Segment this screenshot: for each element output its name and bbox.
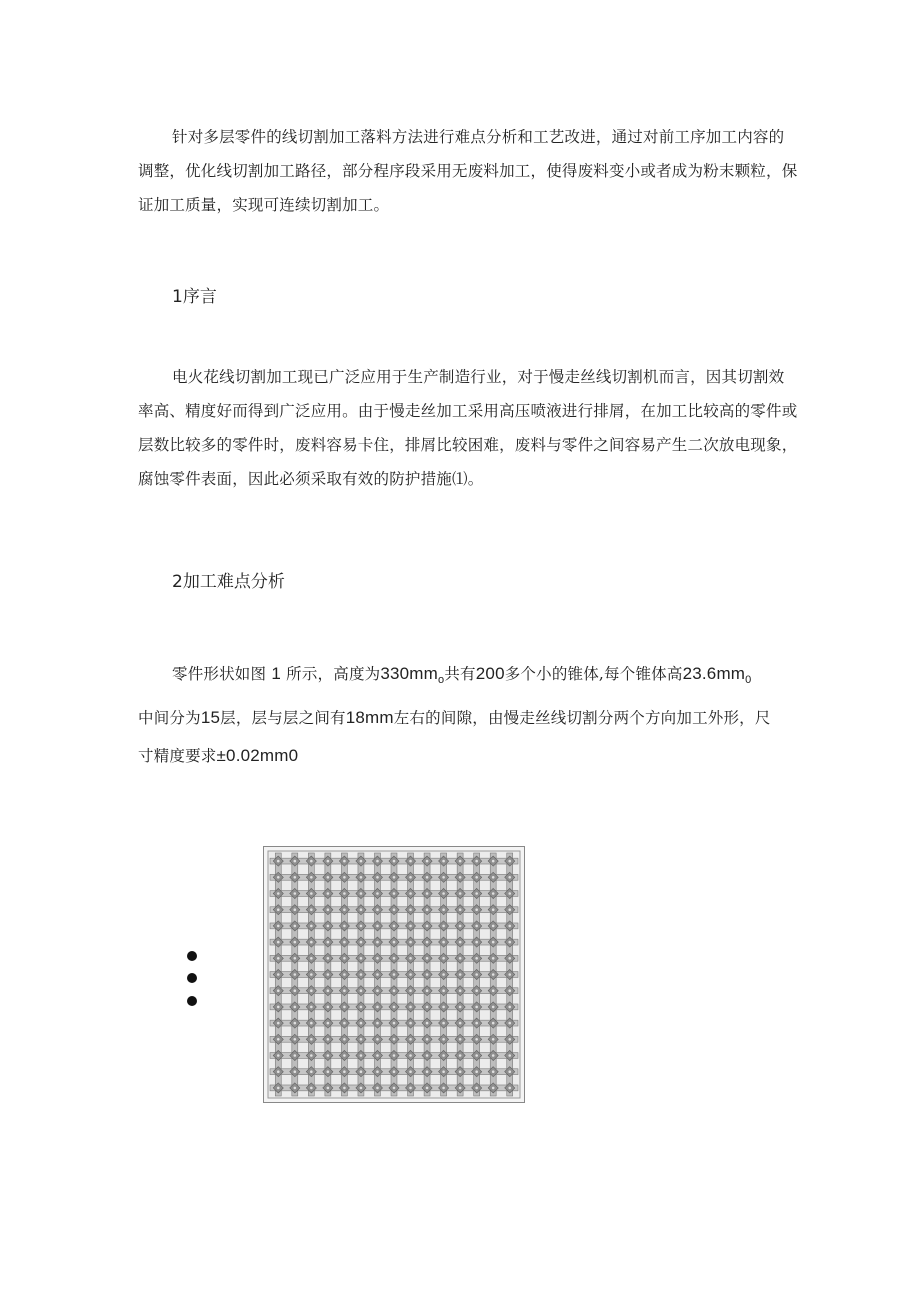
grid-node-center <box>508 892 511 895</box>
section2-line-1-b: 所示，高度为 <box>286 665 381 683</box>
grid-node-center <box>310 973 313 976</box>
grid-node-center <box>360 1054 363 1057</box>
grid-node-center <box>409 1022 412 1025</box>
grid-node-center <box>459 925 462 928</box>
grid-node-center <box>327 925 330 928</box>
grid-node-center <box>360 941 363 944</box>
grid-node-center <box>310 908 313 911</box>
section2-line-2-a: 中间分为 <box>138 709 201 728</box>
abstract-line-1: 针对多层零件的线切割加工落料方法进行难点分析和工艺改进，通过对前工序加工内容的 <box>172 128 785 146</box>
grid-node-center <box>343 973 346 976</box>
grid-node-center <box>459 1054 462 1057</box>
section2-paragraph <box>138 655 788 775</box>
grid-node-center <box>409 973 412 976</box>
grid-node-center <box>294 892 297 895</box>
grid-node-center <box>426 989 429 992</box>
grid-node-center <box>492 1006 495 1009</box>
grid-node-center <box>409 1006 412 1009</box>
grid-node-center <box>508 1087 511 1090</box>
grid-node-center <box>409 1054 412 1057</box>
grid-node-center <box>343 925 346 928</box>
grid-node-center <box>343 957 346 960</box>
grid-node-center <box>343 1070 346 1073</box>
grid-node-center <box>360 1038 363 1041</box>
grid-node-center <box>294 1038 297 1041</box>
grid-node-center <box>508 860 511 863</box>
part-grid-drawing <box>264 847 524 1102</box>
grid-node-center <box>426 1022 429 1025</box>
abstract-line-3: 证加工质量，实现可连续切割加工。 <box>138 196 390 214</box>
grid-node-center <box>343 876 346 879</box>
grid-node-center <box>492 973 495 976</box>
grid-node-center <box>343 1087 346 1090</box>
grid-node-center <box>442 1070 445 1073</box>
grid-node-center <box>327 1022 330 1025</box>
grid-node-center <box>376 941 379 944</box>
grid-node-center <box>459 892 462 895</box>
grid-node-center <box>393 1054 396 1057</box>
section2-line-1 <box>138 655 788 699</box>
grid-node-center <box>409 925 412 928</box>
grid-node-center <box>327 1006 330 1009</box>
grid-node-center <box>459 957 462 960</box>
grid-node-center <box>442 957 445 960</box>
section2-line-2-c: 左右的间隙，由慢走丝线切割分两个方向加工外形，尺 <box>393 709 771 728</box>
grid-node-center <box>426 1087 429 1090</box>
grid-node-center <box>310 925 313 928</box>
grid-node-center <box>310 957 313 960</box>
grid-node-center <box>492 1038 495 1041</box>
grid-node-center <box>277 1038 280 1041</box>
part-figure <box>263 846 525 1103</box>
grid-node-center <box>492 1054 495 1057</box>
grid-node-center <box>277 989 280 992</box>
grid-node-center <box>393 1006 396 1009</box>
grid-node-center <box>442 973 445 976</box>
grid-node-center <box>409 908 412 911</box>
grid-node-center <box>475 1022 478 1025</box>
grid-node-center <box>294 1087 297 1090</box>
grid-node-center <box>310 1087 313 1090</box>
abstract-line-2: 调整，优化线切割加工路径，部分程序段采用无废料加工，使得废料变小或者成为粉末颗粒，保 <box>138 162 798 180</box>
grid-node-center <box>475 892 478 895</box>
grid-node-center <box>508 989 511 992</box>
cone-height: 23.6mm <box>682 664 746 683</box>
grid-node-center <box>426 925 429 928</box>
grid-node-center <box>277 1070 280 1073</box>
section1-line-4: 腐蚀零件表面，因此必须采取有效的防护措施⑴。 <box>138 470 484 488</box>
grid-node-center <box>376 1070 379 1073</box>
grid-node-center <box>459 876 462 879</box>
grid-node-center <box>442 908 445 911</box>
grid-node-center <box>508 1006 511 1009</box>
grid-node-center <box>343 892 346 895</box>
grid-node-center <box>492 1087 495 1090</box>
grid-node-center <box>327 1087 330 1090</box>
grid-node-center <box>492 941 495 944</box>
grid-node-center <box>376 876 379 879</box>
grid-node-center <box>442 1022 445 1025</box>
grid-node-center <box>360 1070 363 1073</box>
grid-node-center <box>508 1038 511 1041</box>
grid-node-center <box>475 908 478 911</box>
grid-node-center <box>277 1054 280 1057</box>
grid-node-center <box>294 989 297 992</box>
section1-paragraph <box>138 360 798 496</box>
grid-node-center <box>442 989 445 992</box>
grid-node-center <box>277 1022 280 1025</box>
bullet-dot-2 <box>187 973 197 983</box>
grid-node-center <box>360 957 363 960</box>
grid-node-center <box>376 1038 379 1041</box>
section1-line-1: 电火花线切割加工现已广泛应用于生产制造行业，对于慢走丝线切割机而言，因其切割效 <box>172 368 785 386</box>
grid-node-center <box>492 1070 495 1073</box>
grid-node-center <box>442 1054 445 1057</box>
grid-node-center <box>508 973 511 976</box>
bullet-dot-1 <box>187 951 197 961</box>
grid-node-center <box>459 1006 462 1009</box>
grid-node-center <box>393 925 396 928</box>
grid-node-center <box>442 860 445 863</box>
grid-node-center <box>327 1054 330 1057</box>
grid-node-center <box>277 1087 280 1090</box>
grid-node-center <box>327 1070 330 1073</box>
grid-node-center <box>409 860 412 863</box>
grid-node-center <box>343 908 346 911</box>
grid-node-center <box>409 989 412 992</box>
grid-node-center <box>376 957 379 960</box>
grid-node-center <box>277 973 280 976</box>
grid-node-center <box>426 957 429 960</box>
grid-node-center <box>310 1038 313 1041</box>
section2-line-3 <box>104 737 788 775</box>
grid-node-center <box>294 908 297 911</box>
grid-node-center <box>475 973 478 976</box>
grid-node-center <box>442 1038 445 1041</box>
grid-node-center <box>492 989 495 992</box>
grid-node-center <box>310 892 313 895</box>
grid-node-center <box>475 941 478 944</box>
grid-node-center <box>426 876 429 879</box>
grid-node-center <box>475 876 478 879</box>
grid-node-center <box>426 1038 429 1041</box>
grid-node-center <box>343 989 346 992</box>
grid-node-center <box>475 1070 478 1073</box>
grid-node-center <box>508 1070 511 1073</box>
layer-count: 15 <box>200 708 221 728</box>
grid-node-center <box>376 1006 379 1009</box>
grid-node-center <box>376 860 379 863</box>
grid-node-center <box>492 892 495 895</box>
grid-node-center <box>393 908 396 911</box>
section2-line-3-a: 寸精度要求 <box>138 747 217 766</box>
grid-node-center <box>360 892 363 895</box>
grid-node-center <box>310 1022 313 1025</box>
grid-node-center <box>393 860 396 863</box>
grid-node-center <box>294 925 297 928</box>
grid-node-center <box>475 957 478 960</box>
grid-node-center <box>327 892 330 895</box>
grid-node-center <box>376 1087 379 1090</box>
grid-node-center <box>393 989 396 992</box>
grid-node-center <box>475 925 478 928</box>
grid-node-center <box>442 941 445 944</box>
grid-node-center <box>343 1006 346 1009</box>
section1-line-3: 层数比较多的零件时，废料容易卡住，排屑比较困难，废料与零件之间容易产生二次放电现象， <box>138 436 798 454</box>
grid-node-center <box>475 860 478 863</box>
grid-node-center <box>393 876 396 879</box>
grid-node-center <box>360 860 363 863</box>
grid-node-center <box>508 925 511 928</box>
grid-node-center <box>393 1022 396 1025</box>
grid-node-center <box>294 1006 297 1009</box>
grid-node-center <box>294 860 297 863</box>
grid-node-center <box>277 908 280 911</box>
grid-node-center <box>409 876 412 879</box>
grid-node-center <box>277 925 280 928</box>
grid-node-center <box>277 860 280 863</box>
grid-node-center <box>277 892 280 895</box>
abstract-paragraph <box>138 120 798 222</box>
grid-node-center <box>475 1006 478 1009</box>
grid-node-center <box>393 1070 396 1073</box>
gap-value: 18mm <box>345 708 394 728</box>
grid-node-center <box>343 860 346 863</box>
grid-node-center <box>508 876 511 879</box>
grid-node-center <box>393 941 396 944</box>
grid-node-center <box>376 925 379 928</box>
grid-node-center <box>492 957 495 960</box>
grid-node-center <box>310 876 313 879</box>
grid-node-center <box>492 860 495 863</box>
grid-node-center <box>393 1038 396 1041</box>
grid-node-center <box>376 892 379 895</box>
grid-node-center <box>360 925 363 928</box>
grid-node-center <box>327 908 330 911</box>
grid-node-center <box>343 1022 346 1025</box>
grid-node-center <box>376 973 379 976</box>
grid-node-center <box>376 908 379 911</box>
cone-count: 200 <box>475 664 505 683</box>
grid-node-center <box>294 957 297 960</box>
grid-node-center <box>442 892 445 895</box>
section2-line-2-b: 层，层与层之间有 <box>220 709 346 728</box>
grid-node-center <box>327 973 330 976</box>
grid-node-center <box>426 973 429 976</box>
grid-node-center <box>294 1070 297 1073</box>
grid-node-center <box>492 1022 495 1025</box>
grid-node-center <box>393 1087 396 1090</box>
grid-node-center <box>442 1087 445 1090</box>
grid-node-center <box>459 1070 462 1073</box>
height-value: 330mm <box>380 664 439 683</box>
grid-node-center <box>459 989 462 992</box>
grid-node-center <box>442 1006 445 1009</box>
section2-line-1-c: 共有 <box>444 665 476 683</box>
grid-node-center <box>360 908 363 911</box>
grid-node-center <box>277 1006 280 1009</box>
section2-line-1-d: 多个小的锥体,每个锥体高 <box>504 665 683 683</box>
grid-node-center <box>508 1022 511 1025</box>
grid-node-center <box>459 1087 462 1090</box>
grid-node-center <box>475 1038 478 1041</box>
bullet-dot-3 <box>187 996 197 1006</box>
grid-node-center <box>426 941 429 944</box>
grid-node-center <box>459 941 462 944</box>
grid-node-center <box>459 860 462 863</box>
grid-node-center <box>310 1070 313 1073</box>
grid-node-center <box>393 957 396 960</box>
grid-node-center <box>393 892 396 895</box>
figure-number: 1 <box>271 664 281 683</box>
grid-node-center <box>508 1054 511 1057</box>
section2-heading: 2加工难点分析 <box>172 572 285 592</box>
grid-node-center <box>492 876 495 879</box>
grid-node-center <box>327 989 330 992</box>
grid-node-center <box>294 1054 297 1057</box>
grid-node-center <box>393 973 396 976</box>
grid-node-center <box>360 989 363 992</box>
grid-node-center <box>409 1070 412 1073</box>
grid-node-center <box>360 1006 363 1009</box>
section1-line-2: 率高、精度好而得到广泛应用。由于慢走丝加工采用高压喷液进行排屑，在加工比较高的零件或 <box>138 402 798 420</box>
cone-height-suffix: 0 <box>745 674 752 687</box>
grid-node-center <box>409 957 412 960</box>
grid-node-center <box>459 908 462 911</box>
grid-node-center <box>409 1038 412 1041</box>
grid-node-center <box>409 892 412 895</box>
grid-node-center <box>376 1022 379 1025</box>
height-suffix: o <box>438 674 445 687</box>
grid-node-center <box>360 973 363 976</box>
grid-node-center <box>409 1087 412 1090</box>
grid-node-center <box>475 989 478 992</box>
grid-node-center <box>294 1022 297 1025</box>
grid-node-center <box>459 973 462 976</box>
section2-line-2 <box>104 699 788 737</box>
grid-node-center <box>360 1087 363 1090</box>
grid-node-center <box>426 860 429 863</box>
grid-node-center <box>294 876 297 879</box>
grid-node-center <box>310 941 313 944</box>
grid-node-center <box>475 1087 478 1090</box>
grid-node-center <box>459 1038 462 1041</box>
grid-node-center <box>327 957 330 960</box>
grid-node-center <box>508 908 511 911</box>
grid-node-center <box>277 941 280 944</box>
grid-node-center <box>492 925 495 928</box>
grid-node-center <box>277 876 280 879</box>
grid-node-center <box>459 1022 462 1025</box>
grid-node-center <box>426 1006 429 1009</box>
grid-node-center <box>360 876 363 879</box>
grid-node-center <box>426 908 429 911</box>
section2-line-1-a: 零件形状如图 <box>172 665 267 683</box>
grid-node-center <box>360 1022 363 1025</box>
grid-node-center <box>376 1054 379 1057</box>
grid-node-center <box>442 925 445 928</box>
grid-node-center <box>492 908 495 911</box>
grid-node-center <box>343 1038 346 1041</box>
grid-node-center <box>508 941 511 944</box>
grid-node-center <box>310 860 313 863</box>
grid-node-center <box>310 1006 313 1009</box>
section1-heading: 1序言 <box>172 287 217 307</box>
grid-node-center <box>310 989 313 992</box>
grid-node-center <box>310 1054 313 1057</box>
grid-node-center <box>277 957 280 960</box>
grid-node-center <box>327 860 330 863</box>
grid-node-center <box>327 1038 330 1041</box>
grid-node-center <box>475 1054 478 1057</box>
grid-node-center <box>294 973 297 976</box>
grid-node-center <box>343 1054 346 1057</box>
grid-node-center <box>409 941 412 944</box>
grid-node-center <box>426 1054 429 1057</box>
grid-node-center <box>426 1070 429 1073</box>
grid-node-center <box>343 941 346 944</box>
grid-node-center <box>294 941 297 944</box>
grid-node-center <box>327 876 330 879</box>
grid-node-center <box>508 957 511 960</box>
tolerance-value: ±0.02mm0 <box>216 746 299 766</box>
grid-node-center <box>442 876 445 879</box>
grid-node-center <box>426 892 429 895</box>
grid-node-center <box>327 941 330 944</box>
grid-node-center <box>376 989 379 992</box>
